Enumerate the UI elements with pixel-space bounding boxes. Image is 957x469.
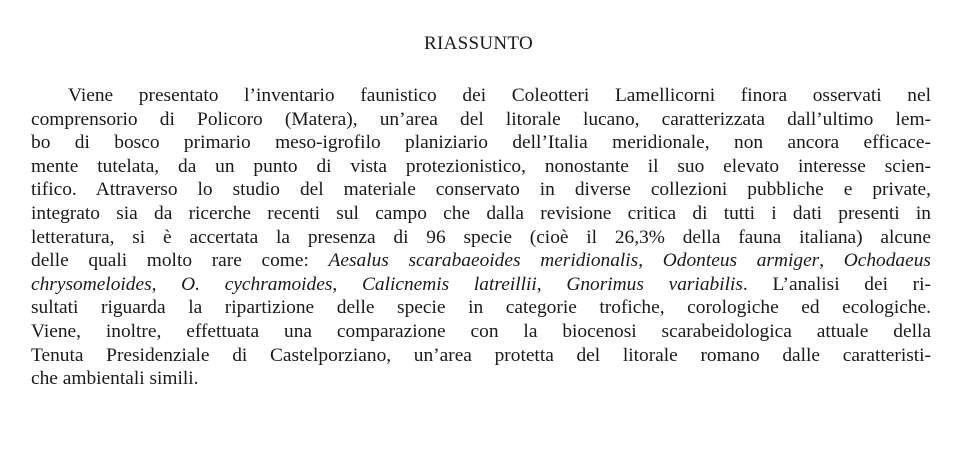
species-name: Odonteus armiger	[662, 250, 820, 272]
abstract-line: bo di bosco primario meso-igrofilo planiziario dell’Italia meridionale, non ancora efficace-	[31, 132, 931, 154]
abstract-line	[31, 249, 931, 273]
abstract-line: integrato sia da ricerche recenti sul campo che dalla revisione critica di tutti i dati presenti in	[31, 202, 931, 224]
abstract-line: Viene presentato l’inventario faunistico dei Coleotteri Lamellicorni finora osservati nel	[68, 85, 931, 106]
abstract-line: comprensorio di Policoro (Matera), un’area del litorale lucano, caratterizzata dall’ultimo lem-	[31, 108, 931, 130]
abstract-paragraph	[31, 84, 931, 391]
section-heading: RIASSUNTO	[424, 33, 533, 54]
text-fragment: . L’analisi dei ri-	[742, 273, 931, 295]
species-name: O. cychramoides	[181, 273, 333, 295]
abstract-line: Viene, inoltre, effettuata una comparazione con la biocenosi scarabeidologica attuale della	[31, 320, 931, 342]
abstract-line: tifico. Attraverso lo studio del materiale conservato in diverse collezioni pubbliche e private,	[31, 179, 931, 201]
species-name: Aesalus scarabaeoides meridionalis	[328, 250, 639, 272]
species-name: Ochodaeus	[843, 250, 931, 272]
species-name: Calicnemis latreillii	[361, 273, 537, 295]
abstract-line: mente tutelata, da un punto di vista protezionistico, nonostante il suo elevato interesse scien-	[31, 155, 931, 177]
text-fragment: ,	[819, 250, 844, 272]
abstract-line	[31, 273, 931, 297]
text-fragment: ,	[332, 273, 362, 295]
species-name: chrysomeloides	[31, 273, 152, 295]
species-name: Gnorimus variabilis	[566, 273, 743, 295]
text-fragment: ,	[536, 273, 567, 295]
abstract-line: letteratura, si è accertata la presenza di 96 specie (cioè il 26,3% della fauna italiana) alcune	[31, 226, 931, 248]
text-fragment: ,	[151, 273, 182, 295]
abstract-line: che ambientali simili.	[31, 368, 199, 390]
text-fragment: ,	[638, 250, 663, 272]
abstract-line: Tenuta Presidenziale di Castelporziano, un’area protetta del litorale romano dalle caratteristi-	[31, 344, 931, 366]
text-fragment: delle quali molto rare come:	[31, 250, 329, 272]
abstract-line: sultati riguarda la ripartizione delle specie in categorie trofiche, corologiche ed ecologiche.	[31, 297, 931, 319]
